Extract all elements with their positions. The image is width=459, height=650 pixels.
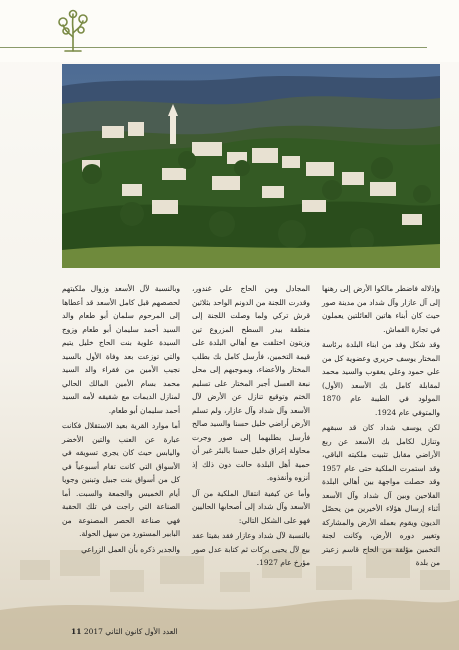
paragraph: المجادل ومن الحاج علي غندور، وقدرت اللجنة من الدونم الواحد بثلاثين قرش تركي ولما وصلت اللجنة إلى منطقة بيدر السطح المزروع تين وزيتون اختلفت مع أهالي البلدة على قيمة التخمين، فأرسل كامل بك بطلب المختار والأعضاء، وبموجبهم إلى محل نبعة العسل أجبر المختار على تسليم الختم وتوقيع تنازل عن الأرض لآل الأسعد وآل شداد وآل عازار، ولم تسلم الأرض أراضي خليل حسنا والسيد صالح فأرسل بطلبهما إلى صور وجرت محاولة إغراق خليل حسنا بالبئر غير أن حمية أهل البلدة حالت دون ذلك إذ أنزوه وأنقذوه. — [192, 284, 310, 482]
issue-label: العدد الأول كانون الثاني 2017 — [83, 627, 178, 636]
paragraph: والجدير ذكره بأن العمل الزراعي — [81, 544, 180, 554]
text-column-middle — [192, 282, 310, 582]
page-number: 11 — [71, 627, 82, 636]
paragraph: وقد شكل وفد من ابناء البلدة برئاسة المختار يوسف حريري وعضوية كل من علي حمود وعلي يعقوب والسيد محمد لمقابلة كامل بك الأسعد (الأول) المولود في الطيبة عام 1870 والمتوفي عام 1924. — [322, 340, 440, 417]
paragraph: وبالنسبة لآل الأسعد وزوال ملكيتهم لحصصهم قبل كامل الأسعد قد أعطاها إلى المرحوم سلمان أبو طعام والد السيد أحمد سليمان أبو طعام وزوج السيدة علوية بنت الحاج خليل يتيم والتي توزعت بعد وفاة الأول بالسيد نجيب الأمين من فقراء والد السيد محمد بسام الأمين المالك الحالي لمنازل الديمات مع شقيقه لأمه السيد أحمد سليمان أبو طعام. — [62, 284, 180, 415]
village-photo — [62, 64, 440, 268]
paragraph: بالنسبة لآل شداد وعازار فقد بقيتا عقد بيع لآل يحيى بركات ثم كتابة عدل صور مؤرخ عام 1927. — [192, 531, 310, 567]
tree-logo-icon — [55, 9, 91, 53]
text-column-right — [322, 282, 440, 572]
page-footer — [65, 627, 178, 636]
paragraph: وأما عن كيفية انتقال الملكية من آل الأسعد وآل شداد إلى أصحابها الحاليين فهو على الشكل التالي: — [192, 488, 310, 525]
paragraph: أما موارد القرية بعيد الاستقلال فكانت عبارة عن العنب والتين الأخضر واليابس حيث كان يجري تسويقه في الأسواق التي كانت تقام أسبوعياً في كل من أسواق بنت جبيل وتبنين وجويا أيام الخميس والجمعة والسبت. أما الصناعة التي راجت في تلك الحقبة فهي صناعة الحصر المصنوعة من البابير المستورد من سهل الحولة. — [62, 421, 180, 538]
paragraph: وإذلاله فاضطر مالكوا الأرض إلى رهنها إلى آل عازار وآل شداد من مدينة صور حيث كان أبناء هاتين العائلتين يعملون في تجارة القماش. — [322, 284, 440, 334]
paragraph: لكن يوسف شداد كان قد سبقهم وتنازل لكامل بك الأسعد عن ربع الأراضي مقابل تثبيت ملكيته الباقي، وقد استمرت الملكية حتى عام 1957 وقد حصلت مواجهة بين أهالي البلدة الفلاحين وبين آل شداد وآل الأسعد أثناء إرسال هؤلاء الأخيرين من يحصّل الديون ويقوم بعمله الأرض والمشاركة وتغيير دوره الأرض، وكانت لجنة التخمين مؤلفة من الحاج قاسم زعيتر من بلدة — [322, 423, 440, 567]
text-column-left — [62, 282, 180, 582]
